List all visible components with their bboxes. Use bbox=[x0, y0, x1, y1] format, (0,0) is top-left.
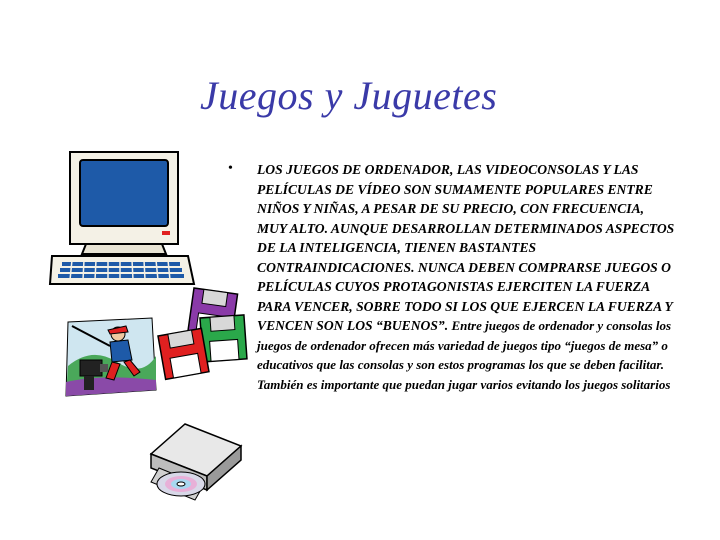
body-paragraph bbox=[257, 160, 677, 394]
cd-drive-icon bbox=[145, 420, 245, 510]
body-text-caps: LOS JUEGOS DE ORDENADOR, LAS VIDEOCONSOLAS Y LAS PELÍCULAS DE VÍDEO SON SUMAMENTE POPULARES ENTRE NIÑOS Y NIÑAS, A PESAR DE SU PRECIO, CON FRECUENCIA, MUY ALTO. AUNQUE DESARROLLAN DETERMINADOS ASPECTOS DE LA INTELIGENCIA, TIENEN BASTANTES CONTRAINDICACIONES. NUNCA DEBEN COMPRARSE JUEGOS O PELÍCULAS CUYOS PROTAGONISTAS EJERCITEN LA FUERZA PARA VENCER, SOBRE TODO SI LOS QUE EJERCEN LA FUERZA Y VENCEN SON LOS “BUENOS”. bbox=[257, 162, 675, 333]
bullet-marker: • bbox=[228, 161, 233, 176]
slide-title: Juegos y Juguetes bbox=[200, 73, 498, 118]
body-text-rest: Entre juegos de ordenador y consolas los juegos de ordenador ofrecen más variedad de juegos tipo “juegos de mesa” o educativos que las consolas y son estos programas los que se deben facilitar. También es importante que puedan jugar varios evitando los juegos solitarios bbox=[257, 318, 672, 392]
floppy-disks-icon bbox=[150, 282, 250, 392]
computer-icon bbox=[48, 148, 198, 288]
videogame-character-icon bbox=[62, 316, 162, 402]
